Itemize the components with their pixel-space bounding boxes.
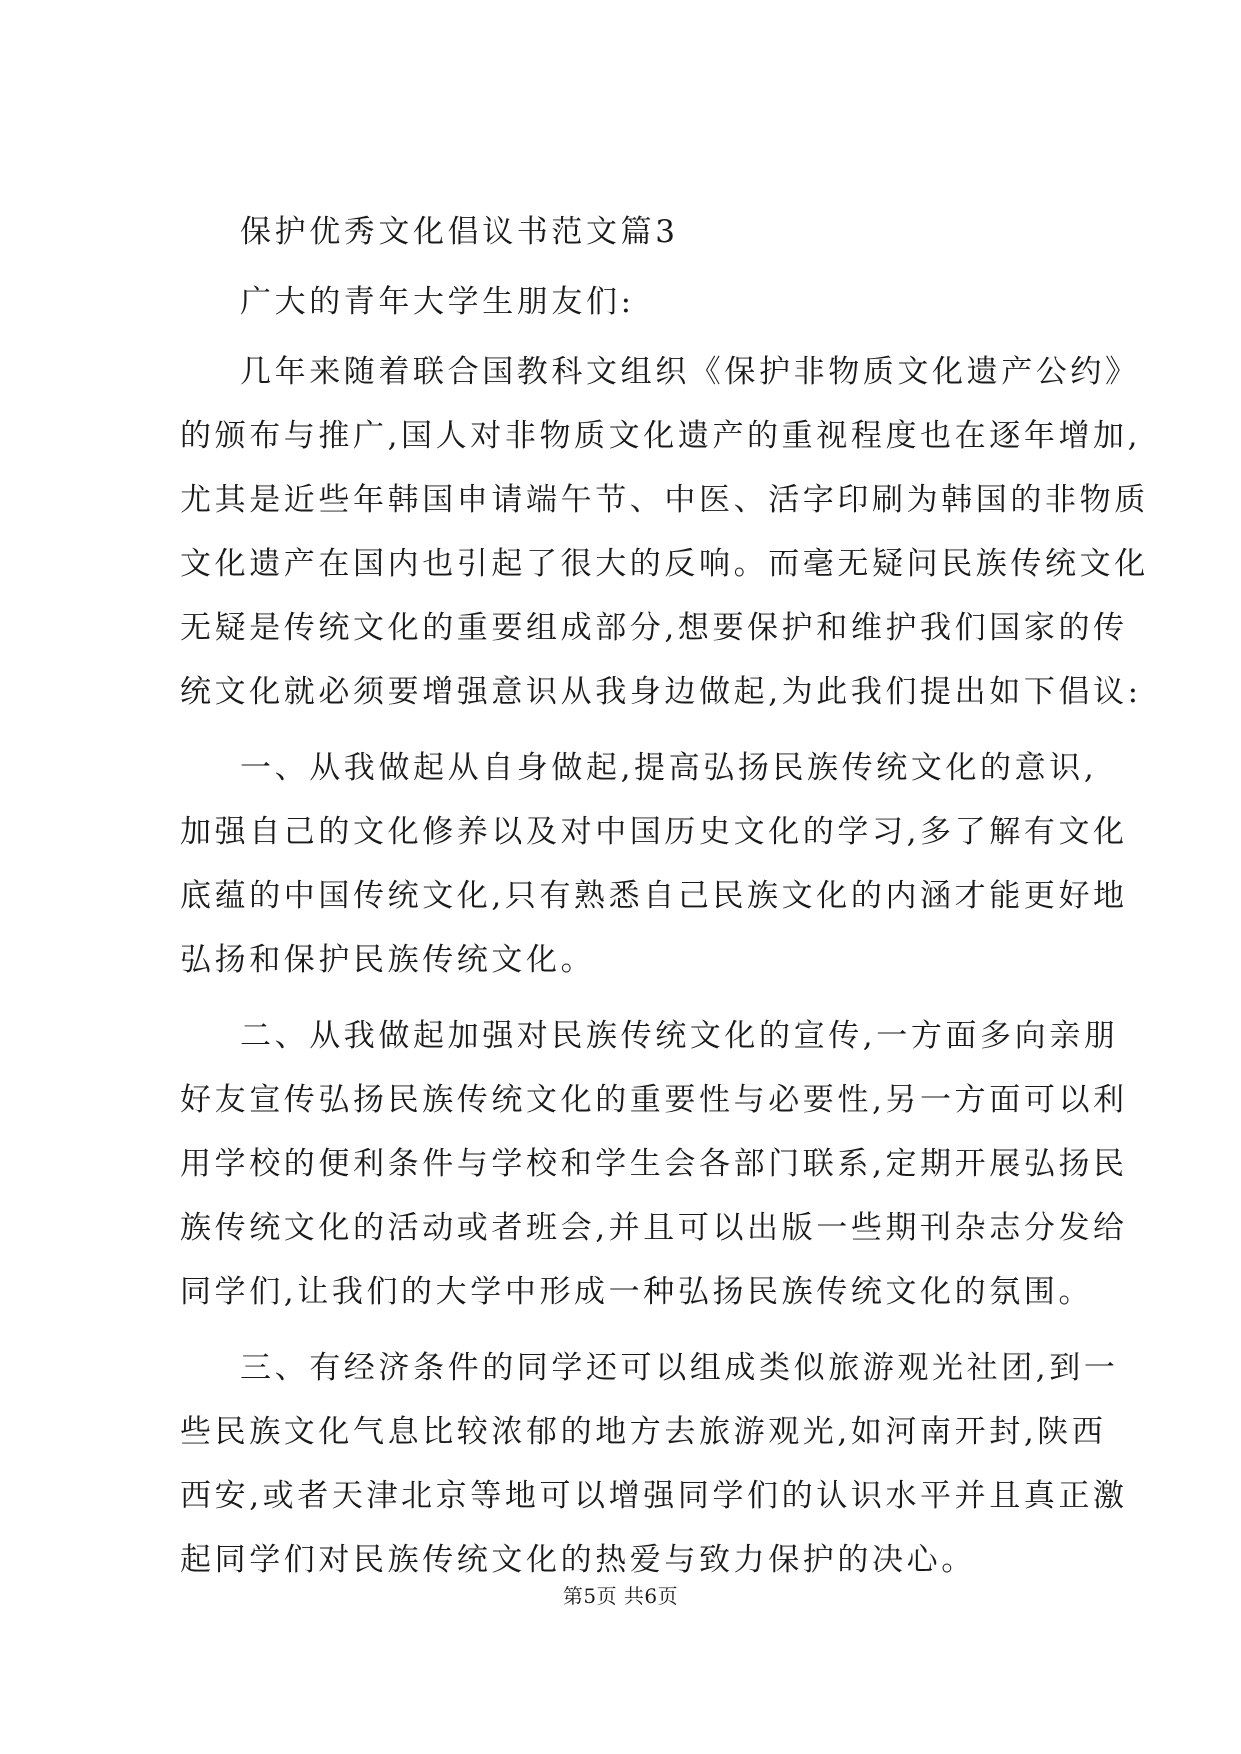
paragraph-line: 一、从我做起从自身做起,提高弘扬民族传统文化的意识, [240,750,1098,786]
paragraph-line: 无疑是传统文化的重要组成部分,想要保护和维护我们国家的传 [180,610,1128,646]
paragraph-line: 起同学们对民族传统文化的热爱与致力保护的决心。 [180,1542,976,1578]
salutation: 广大的青年大学生朋友们: [240,284,635,320]
paragraph-line: 二、从我做起加强对民族传统文化的宣传,一方面多向亲朋 [240,1018,1119,1054]
paragraph-line: 三、有经济条件的同学还可以组成类似旅游观光社团,到一 [240,1350,1119,1386]
document-body [180,200,1149,1592]
paragraph-4 [180,1336,1128,1592]
paragraph-line: 统文化就必须要增强意识从我身边做起,为此我们提出如下倡议: [180,674,1142,710]
paragraph-line: 文化遗产在国内也引起了很大的反响。而毫无疑问民族传统文化 [180,546,1149,582]
paragraph-line: 底蕴的中国传统文化,只有熟悉自己民族文化的内涵才能更好地 [180,878,1128,914]
paragraph-3 [180,1004,1128,1324]
paragraph-line: 族传统文化的活动或者班会,并且可以出版一些期刊杂志分发给 [180,1210,1128,1246]
page-footer: 第5页 共6页 [562,1584,679,1608]
paragraph-line: 好友宣传弘扬民族传统文化的重要性与必要性,另一方面可以利 [180,1082,1128,1118]
paragraph-line: 的颁布与推广,国人对非物质文化遗产的重视程度也在逐年增加, [180,418,1142,454]
paragraph-line: 西安,或者天津北京等地可以增强同学们的认识水平并且真正激 [180,1478,1128,1514]
paragraph-line: 弘扬和保护民族传统文化。 [180,942,596,978]
paragraph-line: 几年来随着联合国教科文组织《保护非物质文化遗产公约》 [240,354,1140,390]
document-heading: 保护优秀文化倡议书范文篇3 [240,214,679,250]
paragraph-1 [180,340,1149,724]
paragraph-2 [180,736,1128,992]
paragraph-line: 用学校的便利条件与学校和学生会各部门联系,定期开展弘扬民 [180,1146,1128,1182]
paragraph-line: 加强自己的文化修养以及对中国历史文化的学习,多了解有文化 [180,814,1128,850]
paragraph-line: 些民族文化气息比较浓郁的地方去旅游观光,如河南开封,陕西 [180,1414,1107,1450]
paragraph-line: 尤其是近些年韩国申请端午节、中医、活字印刷为韩国的非物质 [180,482,1149,518]
paragraph-line: 同学们,让我们的大学中形成一种弘扬民族传统文化的氛围。 [180,1274,1094,1310]
